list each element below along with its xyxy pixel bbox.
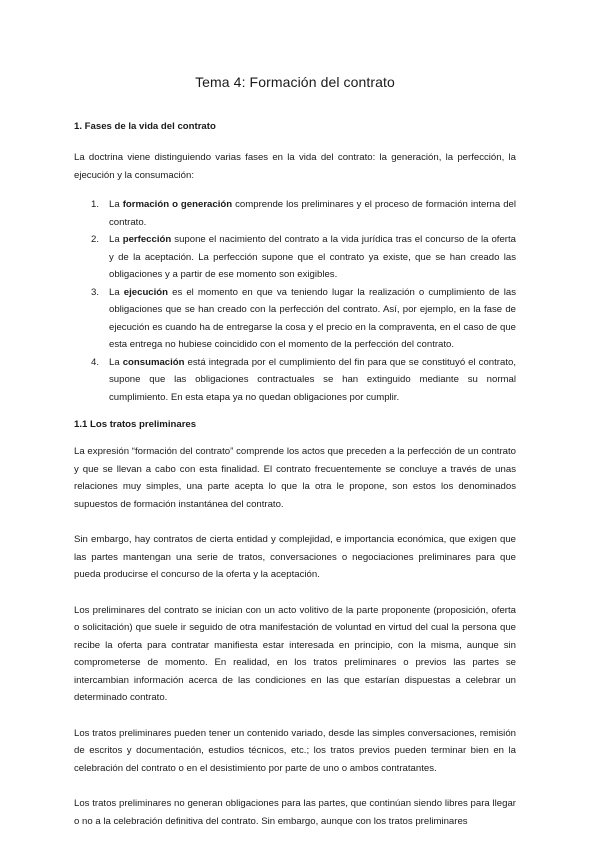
list-item: [91, 284, 516, 354]
list-item-prefix: La: [109, 234, 123, 245]
section-heading-tratos: 1.1 Los tratos preliminares: [74, 419, 197, 430]
list-item-number: 3.: [91, 286, 100, 298]
list-item-keyword: ejecución: [123, 286, 169, 298]
list-item-text: supone el nacimiento del contrato a la vida jurídica tras el concurso de la oferta y de la aceptación. La perfección supone que el contrato ya existe, que se han creado las obligaciones y a partir de ese momento son exigibles.: [109, 234, 516, 280]
list-item-prefix: La: [109, 286, 124, 298]
document-title: Tema 4: Formación del contrato: [195, 74, 395, 90]
body-paragraph: Sin embargo, hay contratos de cierta entidad y complejidad, e importancia económica, que exigen que las partes mantengan una serie de tratos, conversaciones o negociaciones preliminares para que pueda producirse el concurso de la oferta y la aceptación.: [74, 534, 516, 580]
section-heading-fases: 1. Fases de la vida del contrato: [74, 121, 216, 132]
list-item-number: 1.: [91, 199, 100, 210]
list-item-text: es el momento en que va teniendo lugar la realización o cumplimiento de las obligaciones que se han creado con la perfección del contrato. Así, por ejemplo, en la fase de ejecución es cuando ha de entregarse la cosa y el precio en la compraventa, en el caso de que esta entrega no hubiese coincidido con el momento de la perfección del contrato.: [109, 286, 516, 350]
body-paragraph: Los tratos preliminares no generan obligaciones para las partes, que continúan siendo libres para llegar o no a la celebración definitiva del contrato. Sin embargo, aunque con los tratos preliminares: [74, 798, 516, 827]
body-paragraph: La expresión “formación del contrato” comprende los actos que preceden a la perfección de un contrato y que se llevan a cabo con esta finalidad. El contrato frecuentemente se concluye a través de unas relaciones muy simples, una parte acepta lo que la otra le propone, son estos los denominados supuestos de formación instantánea del contrato.: [74, 446, 516, 510]
body-paragraph: Los tratos preliminares pueden tener un contenido variado, desde las simples conversaciones, remisión de escritos y documentación, estudios técnicos, etc.; los tratos previos pueden terminar bien en la celebración del contrato o en el desistimiento por parte de uno o ambos contratantes.: [74, 727, 516, 774]
list-item-number: 2.: [91, 234, 100, 245]
list-item-keyword: consumación: [122, 356, 185, 368]
phases-list: [74, 196, 516, 406]
list-item-text: comprende los preliminares y el proceso de formación interna del contrato.: [109, 199, 517, 228]
list-item-prefix: La: [109, 199, 123, 210]
list-item: [91, 354, 516, 407]
list-item-number: 4.: [91, 356, 100, 368]
list-item: [91, 196, 517, 231]
list-item: [91, 231, 516, 284]
list-item-text: está integrada por el cumplimiento del fin para que se constituyó el contrato, supone que las obligaciones contractuales se han extinguido mediante su normal cumplimiento. En esta etapa ya no quedan obligaciones por cumplir.: [109, 356, 516, 403]
body-paragraph: Los preliminares del contrato se inician con un acto volitivo de la parte proponente (proposición, oferta o solicitación) que suele ir seguido de otra manifestación de voluntad en virtud del cual la persona que recibe la oferta para contratar manifiesta estar interesada en principio, con la misma, aunque sin comprometerse de momento. En realidad, en los tratos preliminares o previos las partes se intercambian información acerca de las condiciones en las que estarían dispuestas a celebrar un determinado contrato.: [74, 604, 516, 703]
section-intro-paragraph: La doctrina viene distinguiendo varias fases en la vida del contrato: la generación, la perfección, la ejecución y la consumación:: [74, 152, 516, 181]
list-item-keyword: formación o generación: [122, 199, 233, 210]
list-item-keyword: perfección: [122, 234, 172, 245]
list-item-prefix: La: [109, 356, 123, 368]
